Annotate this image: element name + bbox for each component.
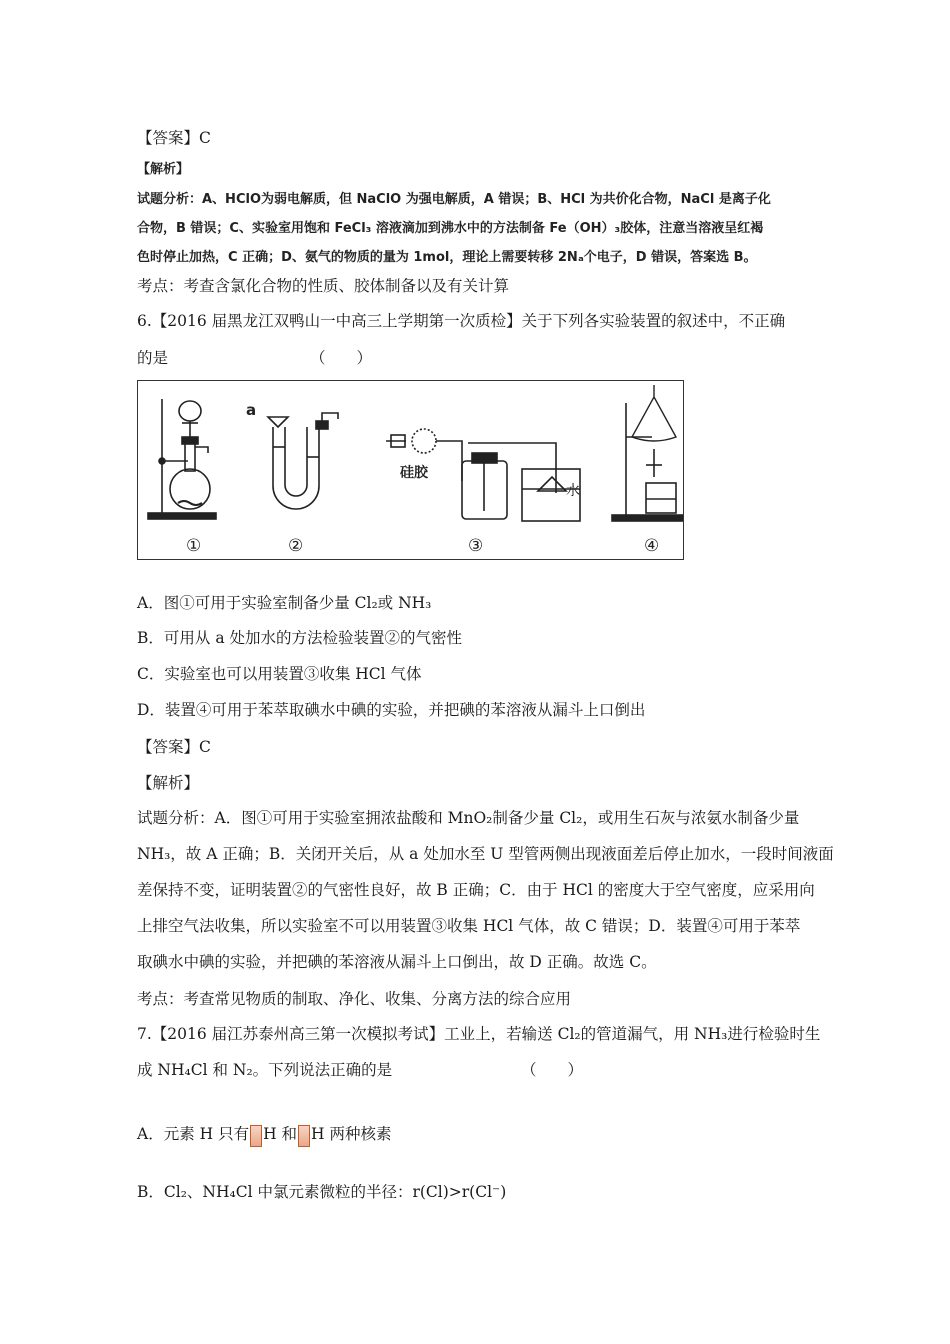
analysis-line: 试题分析：A．图①可用于实验室拥浓盐酸和 MnO₂制备少量 Cl₂，或用生石灰与浓氨水制备少量 [137,809,800,827]
question-6-stem: 6.【2016 届黑龙江双鸭山一中高三上学期第一次质检】关于下列各实验装置的叙述中，不正确 [137,312,786,330]
stand-base-1 [148,513,216,519]
answer-paren: （ ） [521,1061,584,1079]
option-a-text-3: H 两种核素 [311,1125,392,1143]
apparatus-figure [137,380,684,560]
stem-text: 成 NH₄Cl 和 N₂。下列说法正确的是 [137,1061,393,1079]
figure-num-3: ③ [468,536,484,556]
kaodian-5: 考点：考查含氯化合物的性质、胶体制备以及有关计算 [137,277,510,295]
option-b-7: B．Cl₂、NH₄Cl 中氯元素微粒的半径：r(Cl)>r(Cl⁻) [137,1183,507,1201]
stem-text: 的是 [137,349,169,367]
label-silica-gel: 硅胶 [400,465,428,481]
analysis-line: 差保持不变，证明装置②的气密性良好，故 B 正确；C．由于 HCl 的密度大于空气密度，应采用向 [137,881,815,899]
question-6-stem-cont [137,348,373,368]
option-d-6: D．装置④可用于苯萃取碘水中碘的实验，并把碘的苯溶液从漏斗上口倒出 [137,701,646,719]
question-7-stem-cont [137,1060,584,1080]
analysis-line: 合物，B 错误；C、实验室用饱和 FeCl₃ 溶液滴加到沸水中的方法制备 Fe（OH）₃胶体，注意当溶液呈红褐 [137,221,764,236]
analysis-line: NH₃，故 A 正确；B．关闭开关后，从 a 处加水至 U 型管两侧出现液面差后停止加水，一段时间液面 [137,845,834,863]
answer-label-5: 【答案】C [137,129,211,147]
figure-num-2: ② [288,536,304,556]
option-a-7 [137,1124,391,1147]
analysis-line: 色时停止加热，C 正确；D、氨气的物质的量为 1mol，理论上需要转移 2Nₐ个电子，D 错误，答案选 B。 [137,250,757,265]
analysis-heading-6: 【解析】 [137,774,200,792]
analysis-heading-5: 【解析】 [137,162,190,177]
answer-label-6: 【答案】C [137,738,211,756]
apparatus-drawing [138,381,683,559]
label-water: 水 [566,483,580,499]
option-b-6: B．可用从 a 处加水的方法检验装置②的气密性 [137,629,462,647]
question-7-stem: 7.【2016 届江苏泰州高三第一次模拟考试】工业上，若输送 Cl₂的管道漏气，用 NH₃进行检验时生 [137,1025,821,1043]
isotope-image-icon [298,1125,310,1147]
figure-num-4: ④ [644,536,660,556]
analysis-line: 试题分析：A、HClO为弱电解质，但 NaClO 为强电解质，A 错误；B、HCl 为共价化合物，NaCl 是离子化 [137,192,771,207]
answer-paren: （ ） [310,349,373,367]
label-a: a [246,401,257,419]
option-a-6: A．图①可用于实验室制备少量 Cl₂或 NH₃ [137,594,432,612]
analysis-line: 上排空气法收集，所以实验室不可以用装置③收集 HCl 气体，故 C 错误；D．装置④可用于苯萃 [137,917,801,935]
option-c-6: C．实验室也可以用装置③收集 HCl 气体 [137,665,422,683]
analysis-line: 取碘水中碘的实验，并把碘的苯溶液从漏斗上口倒出，故 D 正确。故选 C。 [137,953,657,971]
option-a-text-2: H 和 [263,1125,298,1143]
kaodian-6: 考点：考查常见物质的制取、净化、收集、分离方法的综合应用 [137,990,572,1008]
figure-num-1: ① [186,536,202,556]
option-a-text: A．元素 H 只有 [137,1125,250,1143]
isotope-image-icon [250,1125,262,1147]
